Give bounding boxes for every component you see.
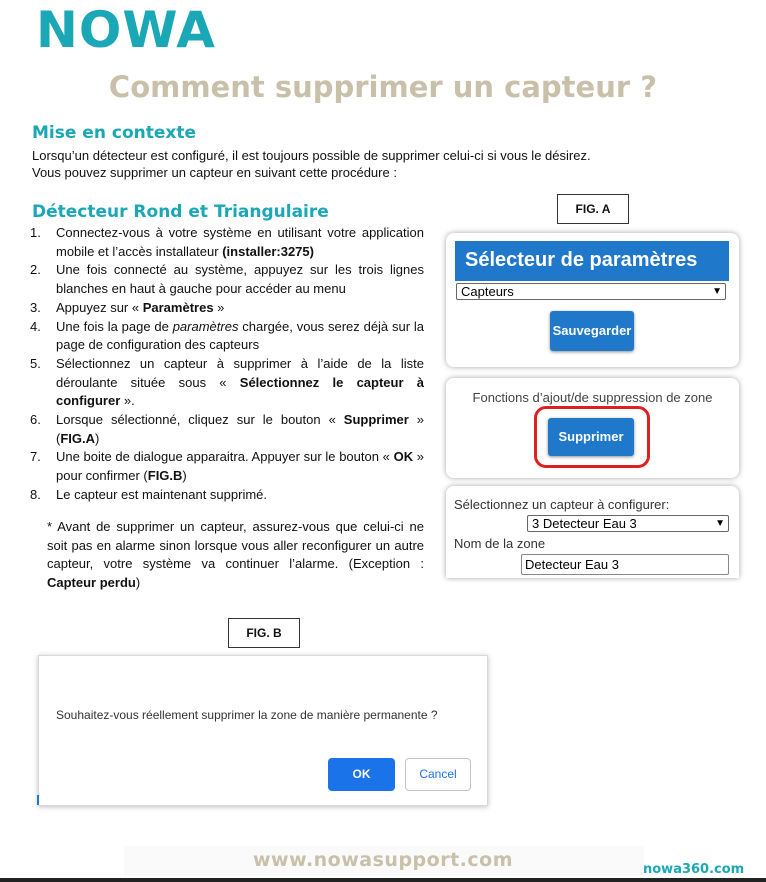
section-heading: Détecteur Rond et Triangulaire bbox=[32, 202, 329, 222]
sensor-select-value: 3 Detecteur Eau 3 bbox=[532, 516, 637, 531]
step-text: Appuyez sur « bbox=[56, 299, 143, 315]
step-number: 7. bbox=[30, 449, 41, 465]
parameter-selector-title: Sélecteur de paramètres bbox=[455, 241, 729, 281]
step-text: » pour confirmer ( bbox=[56, 449, 424, 484]
step-text: » bbox=[213, 299, 225, 315]
page-title: Comment supprimer un capteur ? bbox=[108, 70, 658, 104]
step-bold: Paramètres bbox=[142, 299, 214, 315]
save-button[interactable]: Sauvegarder bbox=[550, 311, 634, 351]
step-text: ». bbox=[120, 393, 135, 409]
warning-note bbox=[47, 518, 424, 593]
step-1 bbox=[30, 224, 424, 261]
zone-functions-label: Fonctions d’ajout/de suppression de zone bbox=[472, 390, 713, 405]
delete-button[interactable]: Supprimer bbox=[548, 418, 634, 456]
footer-site: nowa360.com bbox=[643, 862, 745, 877]
bottom-divider bbox=[0, 878, 766, 882]
step-text: Une fois la page de bbox=[56, 318, 173, 334]
step-number: 6. bbox=[30, 412, 41, 428]
cancel-button[interactable]: Cancel bbox=[405, 758, 471, 791]
step-3 bbox=[30, 299, 424, 318]
step-bold: Supprimer bbox=[343, 412, 409, 428]
step-number: 5. bbox=[30, 355, 41, 371]
context-text bbox=[32, 147, 591, 181]
context-line-1: Lorsqu’un détecteur est configuré, il est toujours possible de supprimer celui-ci si vous le désirez. bbox=[32, 148, 591, 163]
step-text: Une boite de dialogue apparaitra. Appuyer sur le bouton « bbox=[56, 449, 394, 465]
step-text: » ( bbox=[56, 412, 424, 446]
chevron-down-icon: ▼ bbox=[715, 518, 725, 529]
sensor-config-card bbox=[446, 486, 739, 578]
step-bold: FIG.A bbox=[60, 430, 96, 446]
step-text: ) bbox=[182, 468, 187, 484]
dialog-message: Souhaitez-vous réellement supprimer la zone de manière permanente ? bbox=[56, 708, 438, 722]
note-bold: Capteur perdu bbox=[47, 575, 136, 591]
step-bold: OK bbox=[393, 449, 414, 465]
step-text: Sélectionnez un capteur à supprimer à l’aide de la liste déroulante située sous « bbox=[56, 355, 424, 390]
background-edge bbox=[37, 795, 39, 805]
step-bold: (installer:3275) bbox=[222, 243, 314, 259]
step-text: Une fois connecté au système, appuyez sur les trois lignes blanches en haut à gauche pour accéder au menu bbox=[56, 262, 424, 297]
step-number: 8. bbox=[30, 486, 41, 502]
step-text: Le capteur est maintenant supprimé. bbox=[56, 486, 268, 502]
ok-button[interactable]: OK bbox=[328, 758, 395, 791]
sensor-select-label: Sélectionnez un capteur à configurer: bbox=[454, 497, 670, 512]
step-number: 4. bbox=[30, 318, 41, 334]
parameter-selector-card bbox=[446, 233, 739, 367]
confirm-dialog bbox=[38, 655, 488, 806]
zone-name-label: Nom de la zone bbox=[454, 536, 546, 551]
zone-functions-card bbox=[446, 378, 739, 478]
fig-b-label: FIG. B bbox=[228, 618, 300, 648]
step-text: ) bbox=[95, 430, 100, 446]
footer-url: www.nowasupport.com bbox=[253, 849, 513, 871]
sensor-select[interactable] bbox=[527, 515, 729, 532]
context-heading: Mise en contexte bbox=[32, 123, 196, 143]
step-6 bbox=[30, 411, 424, 448]
step-italic: paramètres bbox=[172, 318, 239, 334]
note-text: ) bbox=[135, 575, 141, 591]
zone-name-input[interactable]: Detecteur Eau 3 bbox=[521, 554, 729, 575]
step-4 bbox=[30, 318, 424, 355]
step-bold: FIG.B bbox=[147, 468, 183, 484]
parameter-select-value: Capteurs bbox=[461, 284, 514, 299]
nowa-logo: NOWA bbox=[36, 1, 216, 59]
step-text: Connectez-vous à votre système en utilisant votre application mobile et l’accès installateur bbox=[56, 225, 424, 259]
step-2 bbox=[30, 261, 424, 298]
step-number: 2. bbox=[30, 262, 41, 278]
context-line-2: Vous pouvez supprimer un capteur en suivant cette procédure : bbox=[32, 165, 397, 180]
fig-a-label: FIG. A bbox=[557, 194, 629, 224]
step-number: 1. bbox=[30, 225, 41, 240]
note-text: * Avant de supprimer un capteur, assurez-vous que celui-ci ne soit pas en alarme sinon lorsque vous aller reconfigurer un autre capteur, votre système va continuer l’alarme. (Exception : bbox=[47, 519, 424, 572]
parameter-select[interactable] bbox=[456, 283, 726, 300]
chevron-down-icon: ▼ bbox=[712, 286, 722, 297]
step-bold: Sélectionnez le capteur à configurer bbox=[56, 374, 424, 409]
step-7 bbox=[30, 448, 424, 485]
step-number: 3. bbox=[30, 299, 41, 315]
step-8 bbox=[30, 486, 424, 505]
step-5 bbox=[30, 355, 424, 411]
steps-list bbox=[30, 224, 424, 505]
step-text: chargée, vous serez déjà sur la page de configuration des capteurs bbox=[56, 318, 424, 353]
step-text: Lorsque sélectionné, cliquez sur le bouton « bbox=[56, 412, 344, 428]
